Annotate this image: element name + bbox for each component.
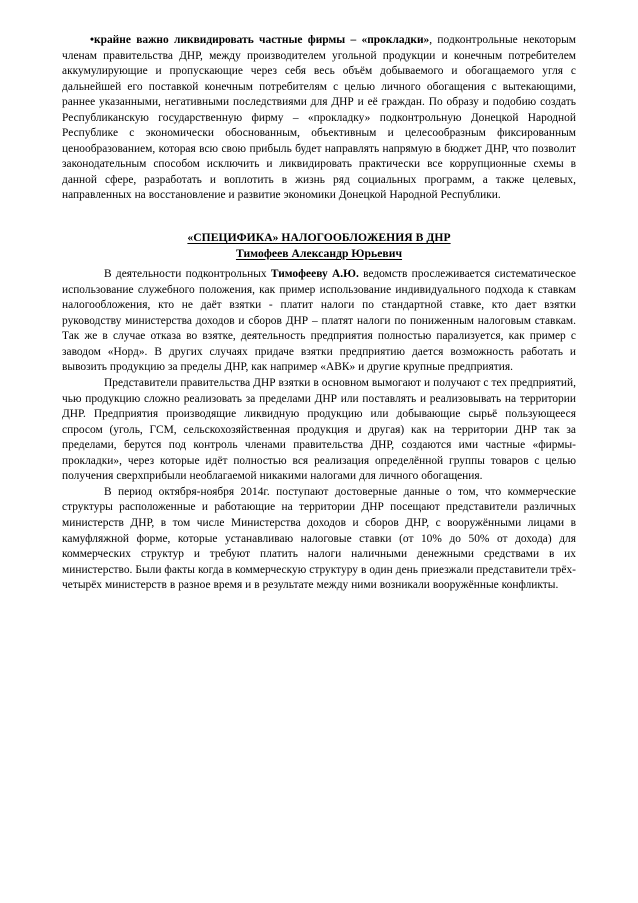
paragraph-1-lead: В деятельности подконтрольных bbox=[104, 268, 271, 281]
bullet-paragraph-text: , подконтрольные некоторым членам правительства ДНР, между производителем угольной продукции и конечным потребителем аккумулирующие и пропускающие через себя весь объём добываемого и обогащаемого угля с дальнейшей его поставкой конечным потребителям с целью личного обогащения с вытекающими, раннее указанными, негативными последствиями для ДНР и её граждан. По образу и подобию создать Республиканскую государственную фирму – «прокладку» подконтрольную Донецкой Народной Республике с экономически обоснованным, объективным и целесообразным фиксированным ценообразованием, которая всю свою прибыль будет направлять напрямую в бюджет ДНР, что позволит законодательным способом исключить и ликвидировать практически все коррупционные схемы в данной сфере, разработать и воплотить в жизнь ряд социальных программ, а также целевых, направленных на восстановление и развитие экономики Донецкой Народной Республики. bbox=[62, 34, 576, 202]
paragraph-1-bold-name: Тимофееву А.Ю. bbox=[270, 268, 359, 281]
document-body bbox=[62, 33, 576, 594]
page-title-text: «СПЕЦИФИКА» НАЛОГООБЛОЖЕНИЯ В ДНР bbox=[187, 231, 451, 245]
paragraph-1 bbox=[62, 267, 576, 376]
document-heading bbox=[62, 230, 576, 261]
author-name-text: Тимофеев Александр Юрьевич bbox=[235, 246, 403, 260]
paragraph-2: Представители правительства ДНР взятки в основном вымогают и получают с тех предприятий, чью продукцию сложно реализовать за пределами ДНР или поставлять и реализовывать на территории ДНР. Предприятия производящие ликвидную продукцию или добывающие сырьё пользующееся спросом (уголь, ГСМ, сельскохозяйственная продукция и другая) как на территории ДНР так за пределами, берутся под контроль членами правительства ДНР, создаются ими частные «фирмы-прокладки», через которые идёт полностью вся реализация определённой группы товаров с целью получения сверхприбыли необлагаемой никакими налогами для личного обогащения. bbox=[62, 377, 576, 483]
heading-spacer-top bbox=[62, 204, 576, 230]
author-name bbox=[62, 246, 576, 262]
bullet-paragraph-bold-lead: крайне важно ликвидировать частные фирмы – «прокладки» bbox=[94, 34, 430, 46]
bullet-icon: • bbox=[90, 34, 95, 46]
paragraph-1-rest: ведомств прослеживается систематическое использование служебного положения, как пример использование индивидуального подхода к ставкам налогообложения, кто не даёт взятки - платит налоги по стандартной ставке, кто дает взятки руководству министерства доходов и сборов ДНР – платят налоги по пониженным налоговым ставкам. Так же в случае отказа во взятке, деятельность предприятия полностью парализуется, как пример с заводом «Норд». В других случаях придаче взятки предприятию дается возможность работать и вывозить продукцию за пределы ДНР, как например «АВК» и другие крупные предприятия. bbox=[62, 268, 576, 374]
bullet-paragraph bbox=[62, 33, 576, 204]
page-title bbox=[62, 230, 576, 246]
paragraph-3: В период октября-ноября 2014г. поступают достоверные данные о том, что коммерческие структуры расположенные и работающие на территории ДНР посещают представители различных министерств ДНР, в том числе Министерства доходов и сборов ДНР, с вооружёнными лицами в камуфляжной форме, которые устанавливаю налоговые ставки (от 10% до 50% от дохода) для коммерческих структур и требуют платить налоги наличными денежными средствами в их министерство. Были факты когда в коммерческую структуру в один день приезжали представители трёх-четырёх министерств в разное время и в результате между ними возникали вооружённые конфликты. bbox=[62, 485, 576, 592]
